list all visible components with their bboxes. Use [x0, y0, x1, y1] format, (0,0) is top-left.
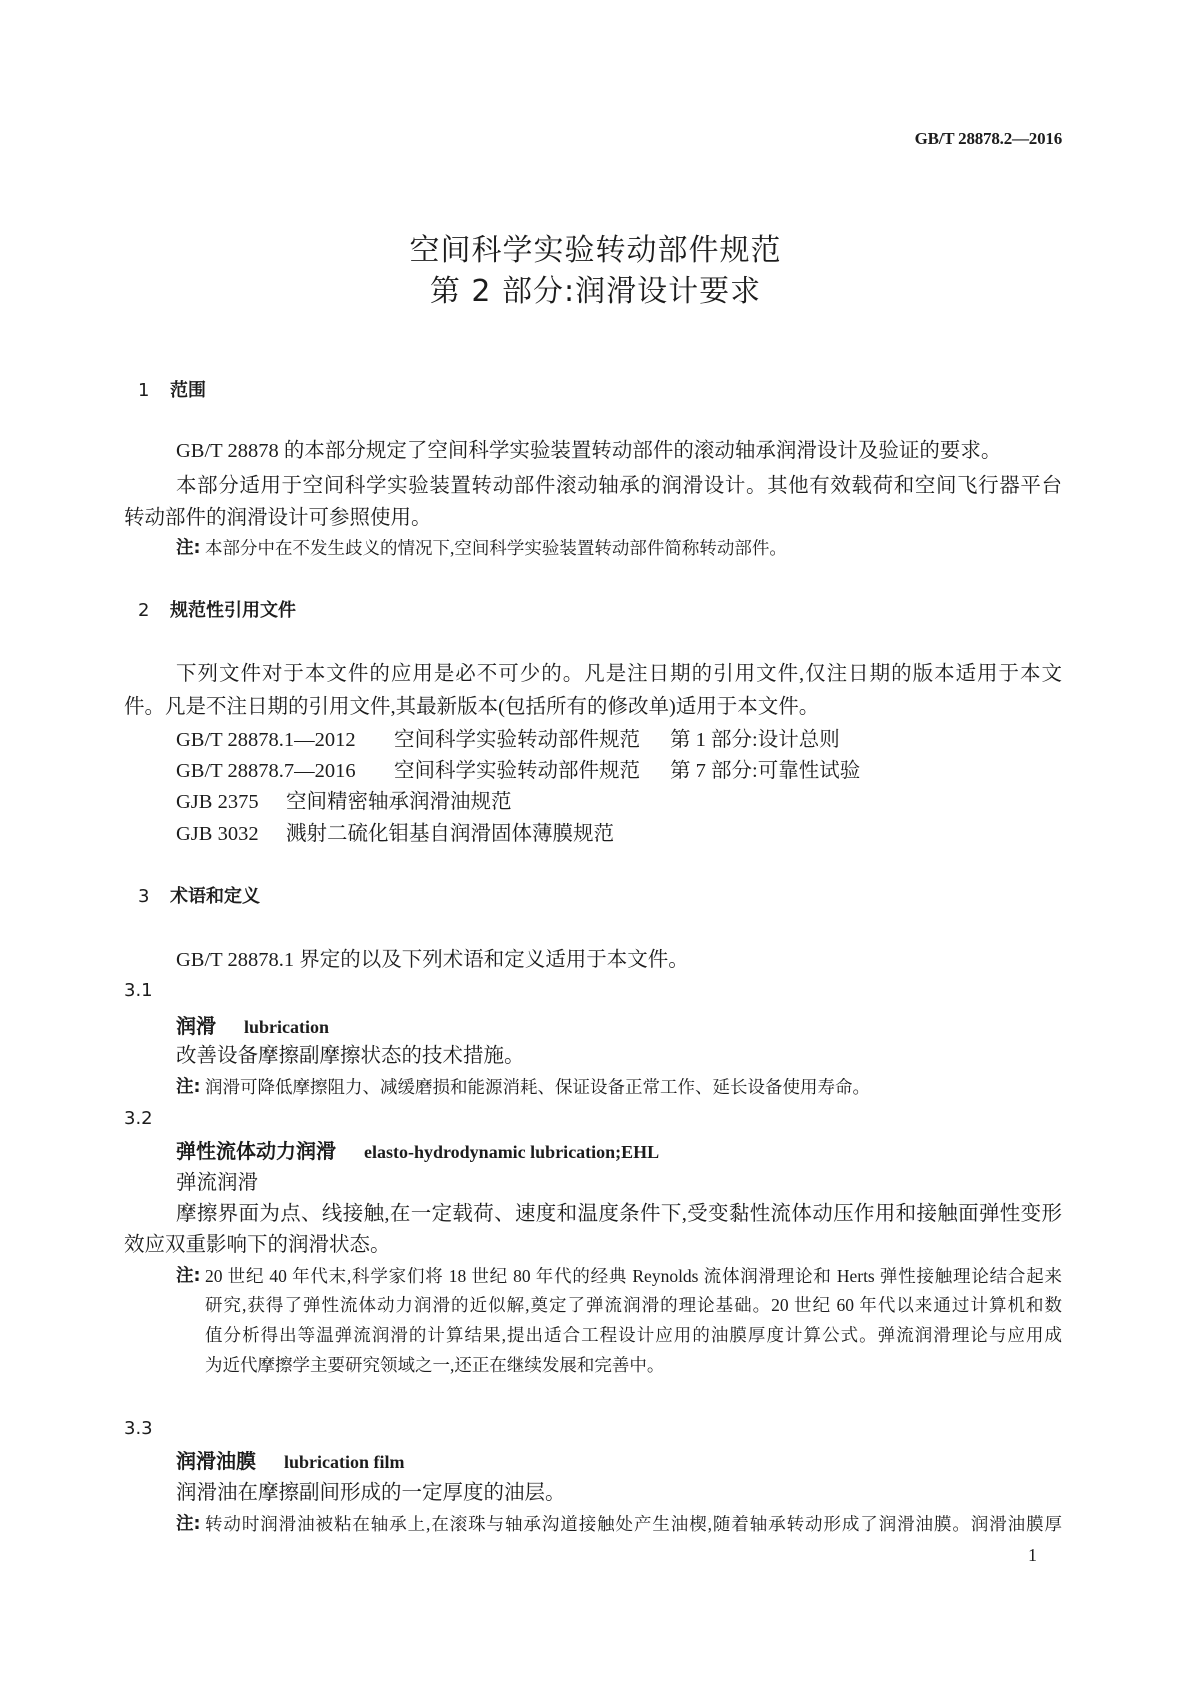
- paragraph-line: 下列文件对于本文件的应用是必不可少的。凡是注日期的引用文件,仅注日期的版本适用于本文: [176, 663, 1062, 685]
- reference-part: 第 1 部分:设计总则: [670, 729, 840, 751]
- reference-title: 空间科学实验转动部件规范: [394, 760, 640, 782]
- reference-item: [176, 824, 614, 845]
- note-text: 本部分中在不发生歧义的情况下,空间科学实验装置转动部件简称转动部件。: [205, 538, 787, 558]
- reference-title: 空间科学实验转动部件规范: [394, 729, 640, 751]
- term-definition: 润滑油在摩擦副间形成的一定厚度的油层。: [176, 1482, 566, 1504]
- note-label: 注:: [176, 1077, 201, 1097]
- term-english: lubrication: [244, 1017, 330, 1037]
- document-code-header: GB/T 28878.2—2016: [914, 129, 1062, 148]
- paragraph-line: 转动部件的润滑设计可参照使用。: [124, 507, 432, 529]
- reference-code: GB/T 28878.1—2012: [176, 729, 356, 751]
- section-title: 范围: [170, 380, 206, 401]
- reference-item: [176, 730, 840, 751]
- reference-item: [176, 761, 860, 782]
- paragraph-line: 件。凡是不注日期的引用文件,其最新版本(包括所有的修改单)适用于本文件。: [124, 696, 820, 718]
- reference-code: GJB 2375: [176, 791, 259, 813]
- term-chinese: 弹性流体动力润滑: [176, 1139, 336, 1163]
- document-subtitle: 第 2 部分:润滑设计要求: [429, 274, 762, 309]
- term-definition: 摩擦界面为点、线接触,在一定载荷、速度和温度条件下,受变黏性流体动压作用和接触面弹性变形: [176, 1203, 1062, 1225]
- term-number: 3.3: [124, 1418, 153, 1439]
- note-text: 研究,获得了弹性流体动力润滑的近似解,奠定了弹流润滑的理论基础。20 世纪 60 年代以来通过计算机和数: [205, 1295, 1062, 1315]
- note-text: 值分析得出等温弹流润滑的计算结果,提出适合工程设计应用的油膜厚度计算公式。弹流润滑理论与应用成: [205, 1325, 1062, 1345]
- term-chinese: 润滑油膜: [176, 1449, 256, 1473]
- note-label: 注:: [176, 1514, 201, 1534]
- term-heading: [176, 1141, 659, 1163]
- term-heading: [176, 1016, 329, 1038]
- term-heading: [176, 1451, 405, 1473]
- note-text: 润滑可降低摩擦阻力、减缓磨损和能源消耗、保证设备正常工作、延长设备使用寿命。: [205, 1077, 870, 1097]
- note-text: 转动时润滑油被粘在轴承上,在滚珠与轴承沟道接触处产生油楔,随着轴承转动形成了润滑油膜。润滑油膜厚: [205, 1514, 1062, 1534]
- term-synonym: 弹流润滑: [176, 1172, 258, 1194]
- page-number: 1: [1028, 1545, 1037, 1565]
- term-chinese: 润滑: [176, 1014, 216, 1038]
- note-label: 注:: [176, 1266, 201, 1286]
- note-text: 为近代摩擦学主要研究领域之一,还正在继续发展和完善中。: [205, 1355, 665, 1375]
- section-title: 术语和定义: [170, 886, 260, 907]
- term-definition: 改善设备摩擦副摩擦状态的技术措施。: [176, 1045, 525, 1067]
- paragraph-line: GB/T 28878.1 界定的以及下列术语和定义适用于本文件。: [176, 949, 689, 971]
- term-number: 3.1: [124, 980, 153, 1001]
- term-english: elasto-hydrodynamic lubrication;EHL: [364, 1142, 660, 1162]
- section-title: 规范性引用文件: [170, 600, 296, 621]
- document-title: 空间科学实验转动部件规范: [409, 233, 782, 268]
- paragraph-line: GB/T 28878 的本部分规定了空间科学实验装置转动部件的滚动轴承润滑设计及验证的要求。: [176, 440, 1002, 462]
- reference-part: 第 7 部分:可靠性试验: [670, 760, 861, 782]
- term-english: lubrication film: [284, 1452, 405, 1472]
- reference-title: 溅射二硫化钼基自润滑固体薄膜规范: [286, 823, 614, 845]
- section-number: 1: [138, 380, 150, 401]
- reference-title: 空间精密轴承润滑油规范: [286, 791, 512, 813]
- note-label: 注:: [176, 538, 201, 558]
- section-number: 2: [138, 600, 150, 621]
- reference-code: GJB 3032: [176, 823, 259, 845]
- term-definition: 效应双重影响下的润滑状态。: [124, 1234, 391, 1256]
- section-number: 3: [138, 886, 150, 907]
- term-number: 3.2: [124, 1108, 153, 1129]
- note-text: 20 世纪 40 年代末,科学家们将 18 世纪 80 年代的经典 Reynolds 流体润滑理论和 Herts 弹性接触理论结合起来: [205, 1266, 1062, 1286]
- paragraph-line: 本部分适用于空间科学实验装置转动部件滚动轴承的润滑设计。其他有效载荷和空间飞行器平台: [176, 475, 1062, 497]
- reference-item: [176, 792, 512, 813]
- reference-code: GB/T 28878.7—2016: [176, 760, 356, 782]
